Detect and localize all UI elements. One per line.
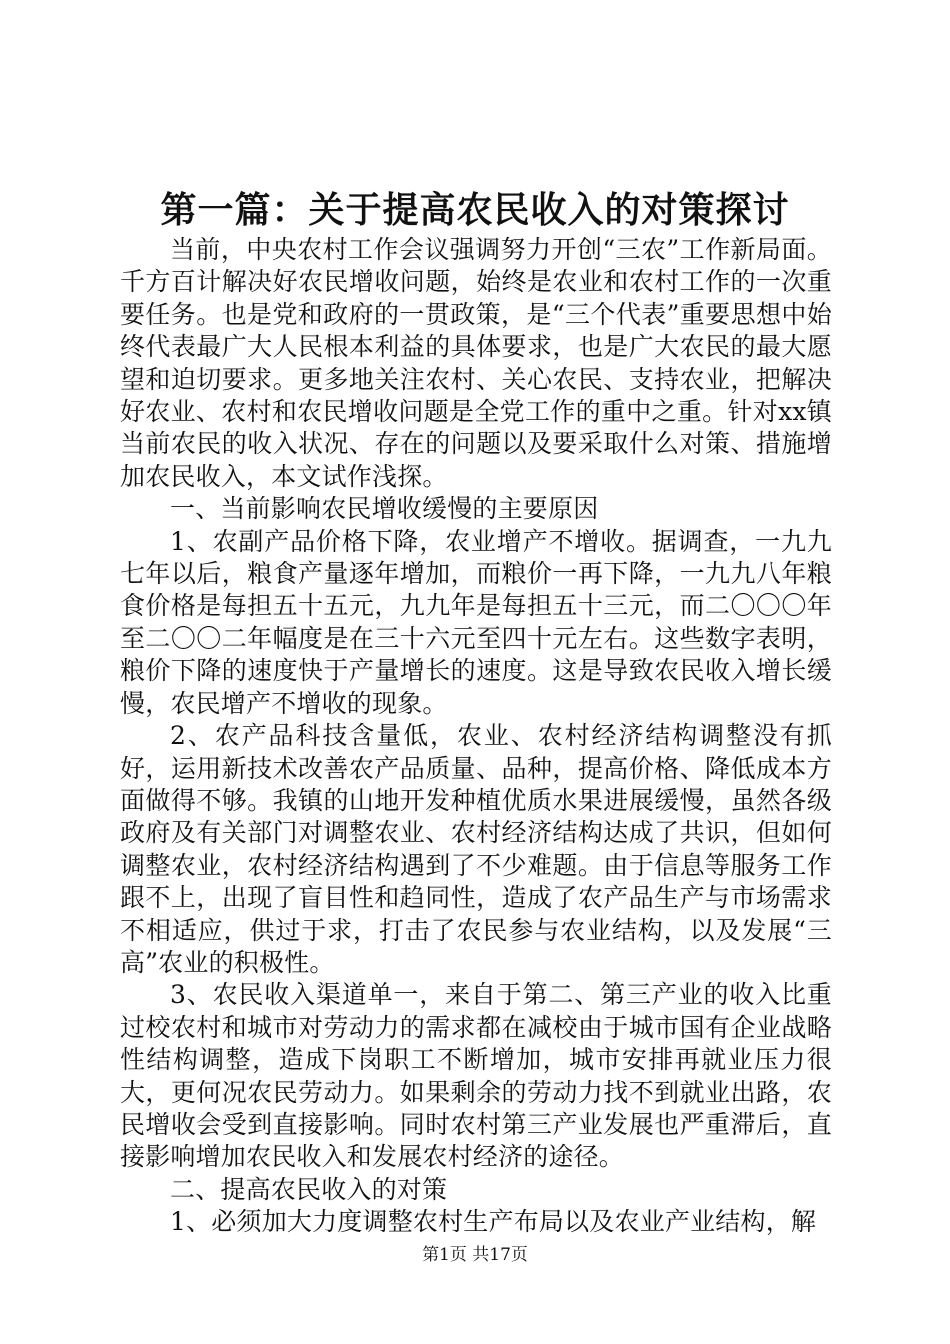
- intro-paragraph: 当前，中央农村工作会议强调努力开创“三农”工作新局面。千方百计解决好农民增收问题，始终是农业和农村工作的一次重要任务。也是党和政府的一贯政策，是“三个代表”重要思想中始终代表最广大人民根本利益的具体要求，也是广大农民的最大愿望和迫切要求。更多地关注农村、关心农民、支持农业，把解决好农业、农村和农民增收问题是全党工作的重中之重。针对xx镇当前农民的收入状况、存在的问题以及要采取什么对策、措施增加农民收入，本文试作浅探。: [120, 235, 832, 491]
- document-title: 第一篇：关于提高农民收入的对策探讨: [160, 189, 790, 231]
- paragraph-reason-1: 1、农副产品价格下降，农业增产不增收。据调查，一九九七年以后，粮食产量逐年增加，而粮价一再下降，一九九八年粮食价格是每担五十五元，九九年是每担五十三元，而二〇〇〇年至二〇〇二年幅度是在三十六元至四十元左右。这些数字表明，粮价下降的速度快于产量增长的速度。这是导致农民收入增长缓慢，农民增产不增收的现象。: [120, 526, 832, 718]
- document-body: [120, 234, 832, 1239]
- section-heading-1: 一、当前影响农民增收缓慢的主要原因: [170, 494, 599, 524]
- paragraph-reason-3: 3、农民收入渠道单一，来自于第二、第三产业的收入比重过校农村和城市对劳动力的需求都在减校由于城市国有企业战略性结构调整，造成下岗职工不断增加，城市安排再就业压力很大，更何况农民劳动力。如果剩余的劳动力找不到就业出路，农民增收会受到直接影响。同时农村第三产业发展也严重滞后，直接影响增加农民收入和发展农村经济的途径。: [120, 980, 832, 1172]
- page-footer: 第1页 共17页: [422, 1245, 528, 1265]
- paragraph-measure-1: 1、必须加大力度调整农村生产布局以及农业产业结构，解: [170, 1207, 817, 1237]
- paragraph-reason-2: 2、农产品科技含量低，农业、农村经济结构调整没有抓好，运用新技术改善农产品质量、品种，提高价格、降低成本方面做得不够。我镇的山地开发种植优质水果进展缓慢，虽然各级政府及有关部门对调整农业、农村经济结构达成了共识，但如何调整农业，农村经济结构遇到了不少难题。由于信息等服务工作跟不上，出现了盲目性和趋同性，造成了农产品生产与市场需求不相适应，供过于求，打击了农民参与农业结构，以及发展“三高”农业的积极性。: [120, 721, 832, 977]
- section-heading-2: 二、提高农民收入的对策: [170, 1174, 448, 1204]
